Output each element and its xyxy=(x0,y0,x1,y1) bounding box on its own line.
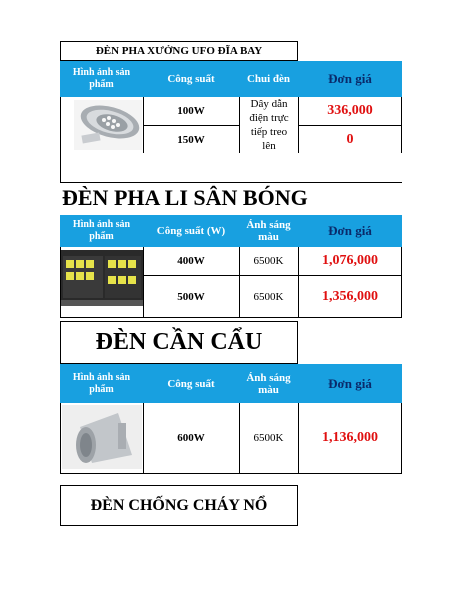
section2-row2-price: 1,356,000 xyxy=(322,288,378,304)
section1-socket-text: Dây dẫn điện trực tiếp treo lên xyxy=(249,98,289,152)
section1-row1-power: 100W xyxy=(177,105,205,117)
section3-header-light: Ánh sáng màu xyxy=(239,364,298,403)
section4-title: ĐÈN CHỐNG CHÁY NỔ xyxy=(60,485,298,526)
crane-lamp-photo xyxy=(62,405,142,469)
section3-header-power: Công suất xyxy=(143,364,239,403)
section2-row1-light: 6500K xyxy=(253,255,284,267)
section1-row1-price: 336,000 xyxy=(327,103,373,118)
section2-row2-light: 6500K xyxy=(253,290,284,303)
section1-header-image: Hình ảnh sản phẩm xyxy=(60,61,143,97)
section2-header-image: Hình ảnh sản phẩm xyxy=(60,215,143,247)
stadium-lamp-photo xyxy=(61,250,143,306)
section2-header-price: Đơn giá xyxy=(298,215,402,247)
section2-title: ĐÈN PHA LI SÂN BÓNG xyxy=(62,185,308,210)
section1-header-price: Đơn giá xyxy=(298,61,402,97)
section2-row2-power: 500W xyxy=(177,290,205,303)
ufo-lamp-photo xyxy=(74,100,142,150)
section3-row1-light: 6500K xyxy=(253,432,284,444)
section2-header-light: Ánh sáng màu xyxy=(239,215,298,247)
section1-title: ĐÈN PHA XƯỞNG UFO ĐĨA BAY xyxy=(60,41,298,61)
section3-header-image: Hình ảnh sản phẩm xyxy=(60,364,143,403)
section2-row1-power: 400W xyxy=(177,255,205,267)
section2-header-power: Công suất (W) xyxy=(143,215,239,247)
section3-header-price: Đơn giá xyxy=(298,364,402,403)
section1-header-power: Công suất xyxy=(143,61,239,97)
section3-row1-price: 1,136,000 xyxy=(322,430,378,445)
section3-title: ĐÈN CẦN CẨU xyxy=(60,321,298,364)
section1-header-socket: Chui đèn xyxy=(239,61,298,97)
section1-row2-power: 150W xyxy=(177,134,205,146)
section2-row1-price: 1,076,000 xyxy=(322,253,378,268)
section1-row2-price: 0 xyxy=(346,132,354,147)
section3-row1-power: 600W xyxy=(177,432,205,444)
